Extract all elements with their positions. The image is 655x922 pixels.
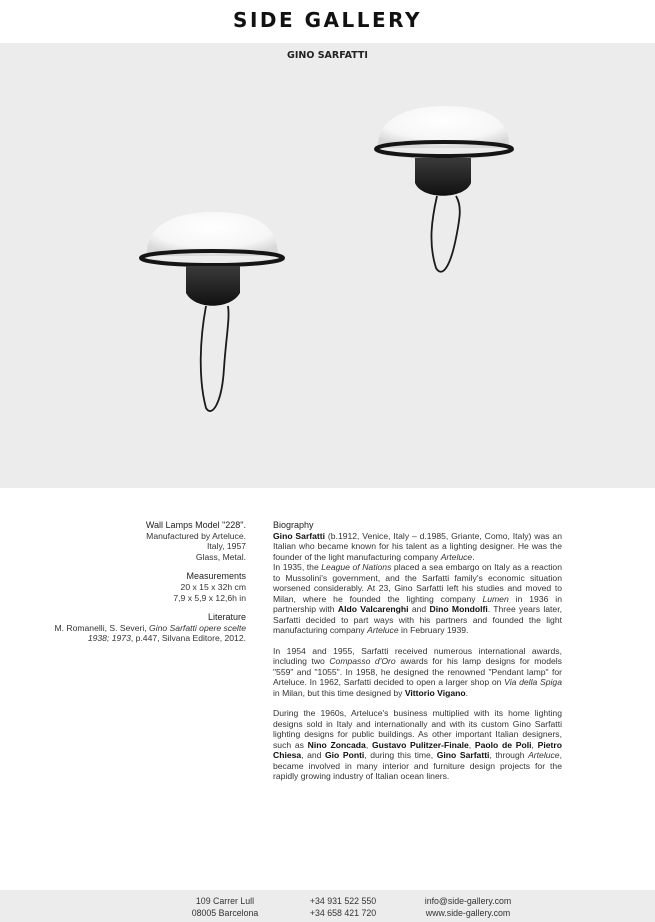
bold-name: Gino Sarfatti	[436, 750, 490, 760]
italic-title: Arteluce	[367, 625, 399, 635]
left-lamp	[141, 212, 283, 411]
text-run: in February 1939.	[398, 625, 469, 635]
text-run: ,	[531, 739, 538, 750]
measurements-in: 7,9 x 5,9 x 12,6h in	[173, 592, 246, 603]
biography	[273, 520, 562, 792]
bold-name: Vittorio Vigano	[404, 687, 466, 698]
website-link[interactable]: www.side-gallery.com	[425, 908, 511, 918]
origin: Italy, 1957	[206, 541, 246, 552]
text-run: .	[465, 687, 469, 698]
literature-book-title: Gino Sarfatti opere scelte 1938; 1973	[87, 622, 246, 644]
biography-paragraph	[273, 646, 562, 699]
gallery-logo: SIDE GALLERY	[233, 8, 422, 32]
italic-title: Arteluce	[528, 750, 560, 760]
text-run: in 1936 in partnership with	[273, 593, 562, 614]
literature-label: Literature	[207, 612, 246, 623]
italic-title: League of Nations	[321, 562, 392, 572]
phone-link[interactable]: +34 658 421 720	[309, 908, 377, 918]
text-run: . Three years later, Sarfatti decided to part ways with his partners and founded the light manufacturing company	[273, 604, 562, 635]
artist-name-bar: GINO SARFATTI	[0, 43, 655, 68]
text-run: , became involved in many interior and furniture design projects for the rapidly growing industry of Italian ocean liners.	[273, 750, 562, 781]
text-run: awards for his lamp designs for models "559" and "1055". In 1958, he designed the renowned "Pendant lamp" for Arteluce. In 1962, Sarfatti decided to open a larger shop on	[273, 656, 562, 687]
text-run: (b.1912, Venice, Italy – d.1985, Griante, Como, Italy) was an Italian who became known for his talent as a lighting designer. He was the founder of the light manufacturing company	[273, 530, 562, 562]
text-run: in Milan, but this time designed by	[273, 687, 405, 698]
footer-address	[180, 895, 270, 919]
text-run: During the 1960s, Arteluce's business multiplied with its home lighting designs sold in Italy and internationally and with its custom Gino Sarfatti lighting designs for public buildings. As other important Italian designers, such as	[273, 708, 562, 750]
literature-publisher: , p.447, Silvana Editore, 2012.	[130, 633, 246, 644]
product-photo	[0, 68, 655, 488]
materials: Glass, Metal.	[195, 551, 246, 562]
text-run: In 1954 and 1955, Sarfatti received numerous international awards, including two	[273, 645, 562, 666]
address-line: 08005 Barcelona	[191, 908, 259, 918]
bold-name: Gustavo Pulitzer-Finale	[371, 739, 469, 750]
bold-name: Gio Ponti	[324, 750, 365, 760]
italic-title: Via della Spiga	[504, 677, 562, 687]
email-link[interactable]: info@side-gallery.com	[424, 896, 512, 906]
bold-name: Gino Sarfatti	[273, 530, 326, 541]
footer	[0, 890, 655, 922]
phone-link[interactable]: +34 931 522 550	[309, 896, 377, 906]
text-run: , through	[489, 750, 529, 760]
text-run: .	[472, 551, 475, 562]
biography-paragraph	[273, 708, 562, 782]
manufacturer: Manufactured by Arteluce.	[146, 530, 246, 541]
text-run: ,	[365, 739, 372, 750]
bold-name: Pietro Chiesa	[273, 739, 562, 760]
italic-title: Compasso d'Oro	[329, 656, 396, 666]
text-run: placed a sea embargo on Italy as a reaction to Mussolini's government, and the Sarfatti family's economic situation worsened considerably. At 23, Gino Sarfatti left his studies and moved to Milan, where he founded the lighting company	[273, 562, 562, 604]
artwork-title: Wall Lamps Model "228".	[145, 520, 246, 530]
biography-paragraph	[273, 531, 562, 563]
literature-authors: M. Romanelli, S. Severi,	[54, 622, 150, 633]
bold-name: Dino Mondolfi	[429, 604, 488, 614]
bold-name: Paolo de Poli	[474, 739, 532, 750]
text-run: and	[408, 604, 430, 614]
footer-phones	[298, 895, 388, 919]
measurements-label: Measurements	[186, 571, 246, 582]
measurements-cm: 20 x 15 x 32h cm	[180, 581, 246, 592]
artwork-details	[40, 520, 246, 653]
biography-heading: Biography	[273, 520, 314, 530]
bold-name: Nino Zoncada	[307, 739, 366, 750]
right-lamp	[376, 106, 512, 272]
text-run: , and	[301, 750, 325, 760]
footer-contacts	[418, 895, 518, 919]
address-line: 109 Carrer Lull	[195, 896, 255, 906]
italic-title: Arteluce	[440, 551, 473, 562]
text-run: In 1935, the	[273, 562, 322, 572]
literature-reference	[40, 623, 246, 644]
biography-paragraph	[273, 562, 562, 636]
bold-name: Aldo Valcarenghi	[337, 604, 409, 614]
text-run: , during this time,	[364, 750, 437, 760]
italic-title: Lumen	[482, 593, 509, 604]
text-run: ,	[468, 739, 475, 750]
